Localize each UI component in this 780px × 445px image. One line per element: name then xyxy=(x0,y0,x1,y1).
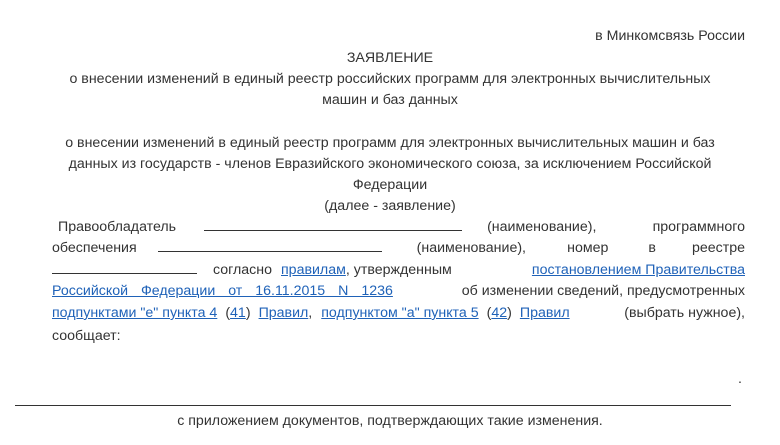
in-word: в xyxy=(648,240,656,256)
paragraph-line-5 xyxy=(52,303,745,323)
end-dot: . xyxy=(738,371,742,387)
approved-text: , утвержденным xyxy=(345,262,452,278)
rightsholder-name-field[interactable] xyxy=(204,216,462,231)
paragraph-line-1 xyxy=(52,216,745,237)
registry-word: реестре xyxy=(691,240,745,256)
subtitle-line-1: о внесении изменений в единый реестр российских программ для электронных вычислительных xyxy=(69,71,711,87)
alt-subtitle-line-2: данных из государств - членов Евразийского экономического союза, за исключением Российской xyxy=(68,156,712,172)
rules-link-3[interactable]: Правил xyxy=(519,305,570,321)
changes-text: об изменении сведений, предусмотренных xyxy=(461,283,745,299)
number-word: номер xyxy=(567,240,609,256)
paren-open-1: ( xyxy=(225,305,231,321)
subtitle-line-2: машин и баз данных xyxy=(322,92,458,108)
naming-hint-1: (наименование), xyxy=(487,219,597,235)
registry-number-field[interactable] xyxy=(52,259,197,274)
changes-description-line[interactable] xyxy=(15,405,731,406)
addressee: в Минкомсвязь России xyxy=(595,28,745,44)
resolution-link-part-1[interactable]: постановлением Правительства xyxy=(531,262,745,278)
subpoints-e-link[interactable]: подпунктами "е" пункта 4 xyxy=(52,305,218,321)
reports-word: сообщает: xyxy=(52,328,121,344)
resolution-link-part-2[interactable]: Российской Федерации от 16.11.2015 N 1236 xyxy=(52,283,393,299)
naming-hint-2: (наименование), xyxy=(416,240,527,256)
paragraph-line-4 xyxy=(52,281,745,301)
rules-link-2[interactable]: Правил xyxy=(258,305,309,321)
paragraph-line-3 xyxy=(52,259,745,280)
attachments-footer: с приложением документов, подтверждающих такие изменения. xyxy=(177,413,603,429)
subpoint-a-link[interactable]: подпунктом "а" пункта 5 xyxy=(321,305,479,321)
alt-note: (далее - заявление) xyxy=(324,198,456,214)
paragraph-line-2 xyxy=(52,237,745,258)
paren-open-2: ( xyxy=(486,305,492,321)
choose-note: (выбрать нужное), xyxy=(624,305,745,321)
software-name-field[interactable] xyxy=(158,237,382,252)
rules-link[interactable]: правилам xyxy=(281,262,346,278)
software-word: программного xyxy=(652,219,745,235)
rightsholder-label: Правообладатель xyxy=(58,219,177,235)
according-word: согласно xyxy=(213,262,272,278)
link-41[interactable]: 41 xyxy=(230,305,246,321)
alt-subtitle-line-1: о внесении изменений в единый реестр программ для электронных вычислительных машин и баз xyxy=(65,135,715,151)
document-title: ЗАЯВЛЕНИЕ xyxy=(346,50,434,66)
support-word: обеспечения xyxy=(52,240,137,256)
paren-close-1: ) xyxy=(245,305,251,321)
link-42[interactable]: 42 xyxy=(491,305,508,321)
comma: , xyxy=(308,305,313,321)
paren-close-2: ) xyxy=(507,305,512,321)
alt-subtitle-line-3: Федерации xyxy=(352,177,428,193)
